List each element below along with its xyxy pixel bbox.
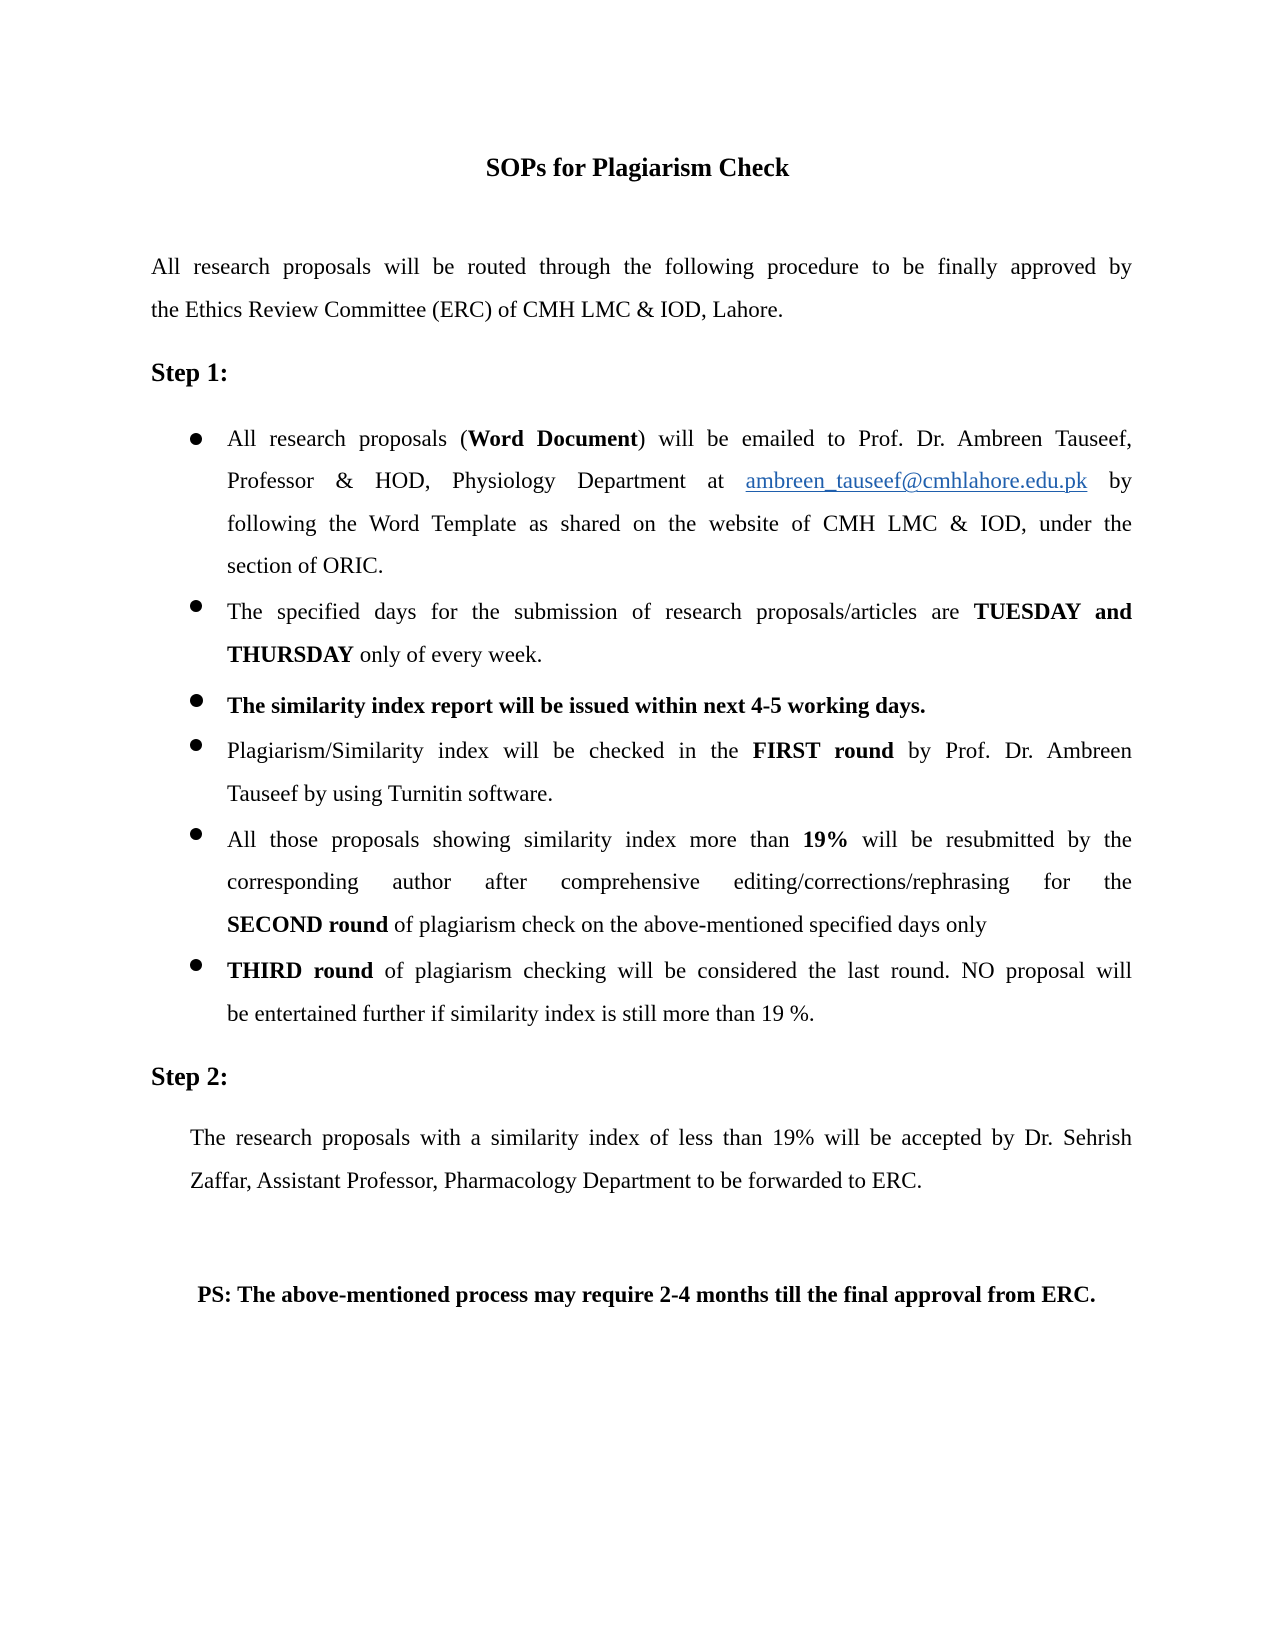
bold-text: Word Document <box>467 426 638 451</box>
bullet-1-line-2 <box>227 463 1132 499</box>
intro-line-1: All research proposals will be routed through the following procedure to be finally approved by <box>151 254 1132 279</box>
bullet-5-line-2: corresponding author after comprehensive editing/corrections/rephrasing for the <box>227 869 1132 894</box>
text: Plagiarism/Similarity index will be checked in the <box>227 738 739 763</box>
bullet-6-line-1 <box>227 953 1132 989</box>
intro-line-2: the Ethics Review Committee (ERC) of CMH LMC & IOD, Lahore. <box>151 297 784 322</box>
bullet-1-line-1 <box>227 421 1132 457</box>
bullet-2-line-1 <box>227 594 1132 630</box>
bold-text: THIRD round <box>227 958 374 983</box>
text: by Prof. Dr. Ambreen <box>908 738 1133 763</box>
bullet-3-line-1 <box>227 688 926 724</box>
bullet-icon <box>190 600 202 612</box>
text: only of every week. <box>359 642 543 667</box>
text: by <box>1109 468 1133 493</box>
email-link[interactable]: ambreen_tauseef@cmhlahore.edu.pk <box>745 468 1088 493</box>
bullet-1-line-3: following the Word Template as shared on the website of CMH LMC & IOD, under the <box>227 511 1132 536</box>
bold-text: The similarity index report will be issued within next 4-5 working days. <box>227 693 926 718</box>
bullet-6-line-2: be entertained further if similarity index is still more than 19 %. <box>227 1001 815 1026</box>
bold-text: FIRST round <box>752 738 894 763</box>
bullet-icon <box>190 433 202 445</box>
bullet-icon <box>190 828 202 840</box>
bullet-2-line-2 <box>227 637 542 673</box>
page-title: SOPs for Plagiarism Check <box>485 153 790 182</box>
bullet-icon <box>190 739 202 751</box>
step-1-heading: Step 1: <box>151 358 229 387</box>
text: All research proposals ( <box>227 426 468 451</box>
text: Professor & HOD, Physiology Department at <box>227 468 725 493</box>
step-2-line-1: The research proposals with a similarity index of less than 19% will be accepted by Dr. Sehrish <box>190 1125 1132 1150</box>
bullet-4-line-2: Tauseef by using Turnitin software. <box>227 781 554 806</box>
bullet-icon <box>190 959 202 971</box>
bullet-1-line-4: section of ORIC. <box>227 553 384 578</box>
ps-note: PS: The above-mentioned process may require 2-4 months till the final approval from ERC. <box>197 1282 1096 1307</box>
bullet-4-line-1 <box>227 733 1132 769</box>
bold-text: SECOND round <box>227 912 389 937</box>
bullet-5-line-1 <box>227 822 1132 858</box>
bold-text: 19% <box>802 827 849 852</box>
text: The specified days for the submission of research proposals/articles are <box>227 599 960 624</box>
text: All those proposals showing similarity index more than <box>227 827 790 852</box>
bold-text: TUESDAY and <box>973 599 1133 624</box>
text: ) will be emailed to Prof. Dr. Ambreen Tauseef, <box>637 426 1132 451</box>
text: will be resubmitted by the <box>862 827 1132 852</box>
text: of plagiarism check on the above-mentioned specified days only <box>394 912 987 937</box>
bold-text: THURSDAY <box>227 642 354 667</box>
bullet-icon <box>190 694 203 707</box>
step-2-line-2: Zaffar, Assistant Professor, Pharmacology Department to be forwarded to ERC. <box>190 1168 923 1193</box>
bullet-5-line-3 <box>227 907 987 943</box>
text: of plagiarism checking will be considered the last round. NO proposal will <box>384 958 1132 983</box>
step-2-heading: Step 2: <box>151 1062 229 1091</box>
